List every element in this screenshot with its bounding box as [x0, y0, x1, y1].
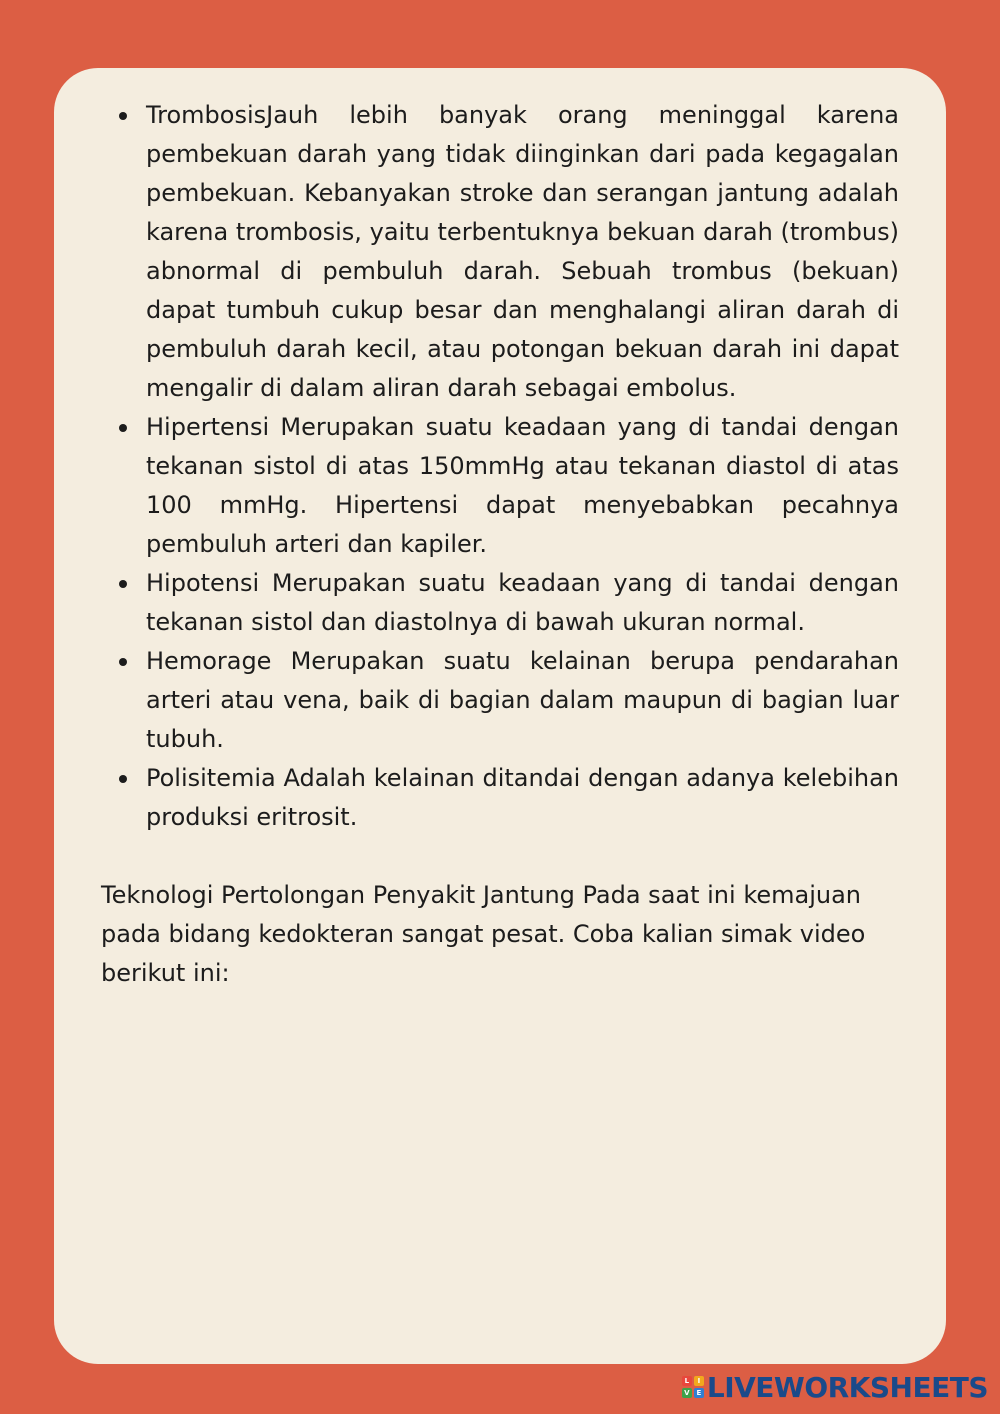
- logo-mark-letter-v: V: [682, 1388, 692, 1398]
- list-item-hemorage: Hemorage Merupakan suatu kelainan berupa pendarahan arteri atau vena, baik di bagian dalam maupun di bagian luar tubuh.: [101, 642, 899, 759]
- logo-mark-letter-e: E: [694, 1388, 704, 1398]
- list-item-polisitemia: Polisitemia Adalah kelainan ditandai dengan adanya kelebihan produksi eritrosit.: [101, 759, 899, 837]
- logo-mark-icon: [682, 1376, 704, 1398]
- disorder-list: [101, 96, 899, 837]
- list-item-hipertensi: Hipertensi Merupakan suatu keadaan yang di tandai dengan tekanan sistol di atas 150mmHg atau tekanan diastol di atas 100 mmHg. Hipertensi dapat menyebabkan pecahnya pembuluh arteri dan kapiler.: [101, 408, 899, 564]
- logo-text: LIVEWORKSHEETS: [706, 1370, 988, 1404]
- technology-paragraph: Teknologi Pertolongan Penyakit Jantung Pada saat ini kemajuan pada bidang kedokteran sangat pesat. Coba kalian simak video berikut ini:: [101, 881, 866, 987]
- list-item-hipotensi: Hipotensi Merupakan suatu keadaan yang di tandai dengan tekanan sistol dan diastolnya di bawah ukuran normal.: [101, 564, 899, 642]
- logo-mark-letter-l: L: [682, 1376, 692, 1386]
- document-content: [101, 96, 899, 993]
- logo-mark-letter-i: I: [694, 1376, 704, 1386]
- list-item-trombosis: TrombosisJauh lebih banyak orang meninggal karena pembekuan darah yang tidak diinginkan dari pada kegagalan pembekuan. Kebanyakan stroke dan serangan jantung adalah karena trombosis, yaitu terbentuknya bekuan darah (trombus) abnormal di pembuluh darah. Sebuah trombus (bekuan) dapat tumbuh cukup besar dan menghalangi aliran darah di pembuluh darah kecil, atau potongan bekuan darah ini dapat mengalir di dalam aliran darah sebagai embolus.: [101, 96, 899, 408]
- liveworksheets-logo: [682, 1370, 988, 1404]
